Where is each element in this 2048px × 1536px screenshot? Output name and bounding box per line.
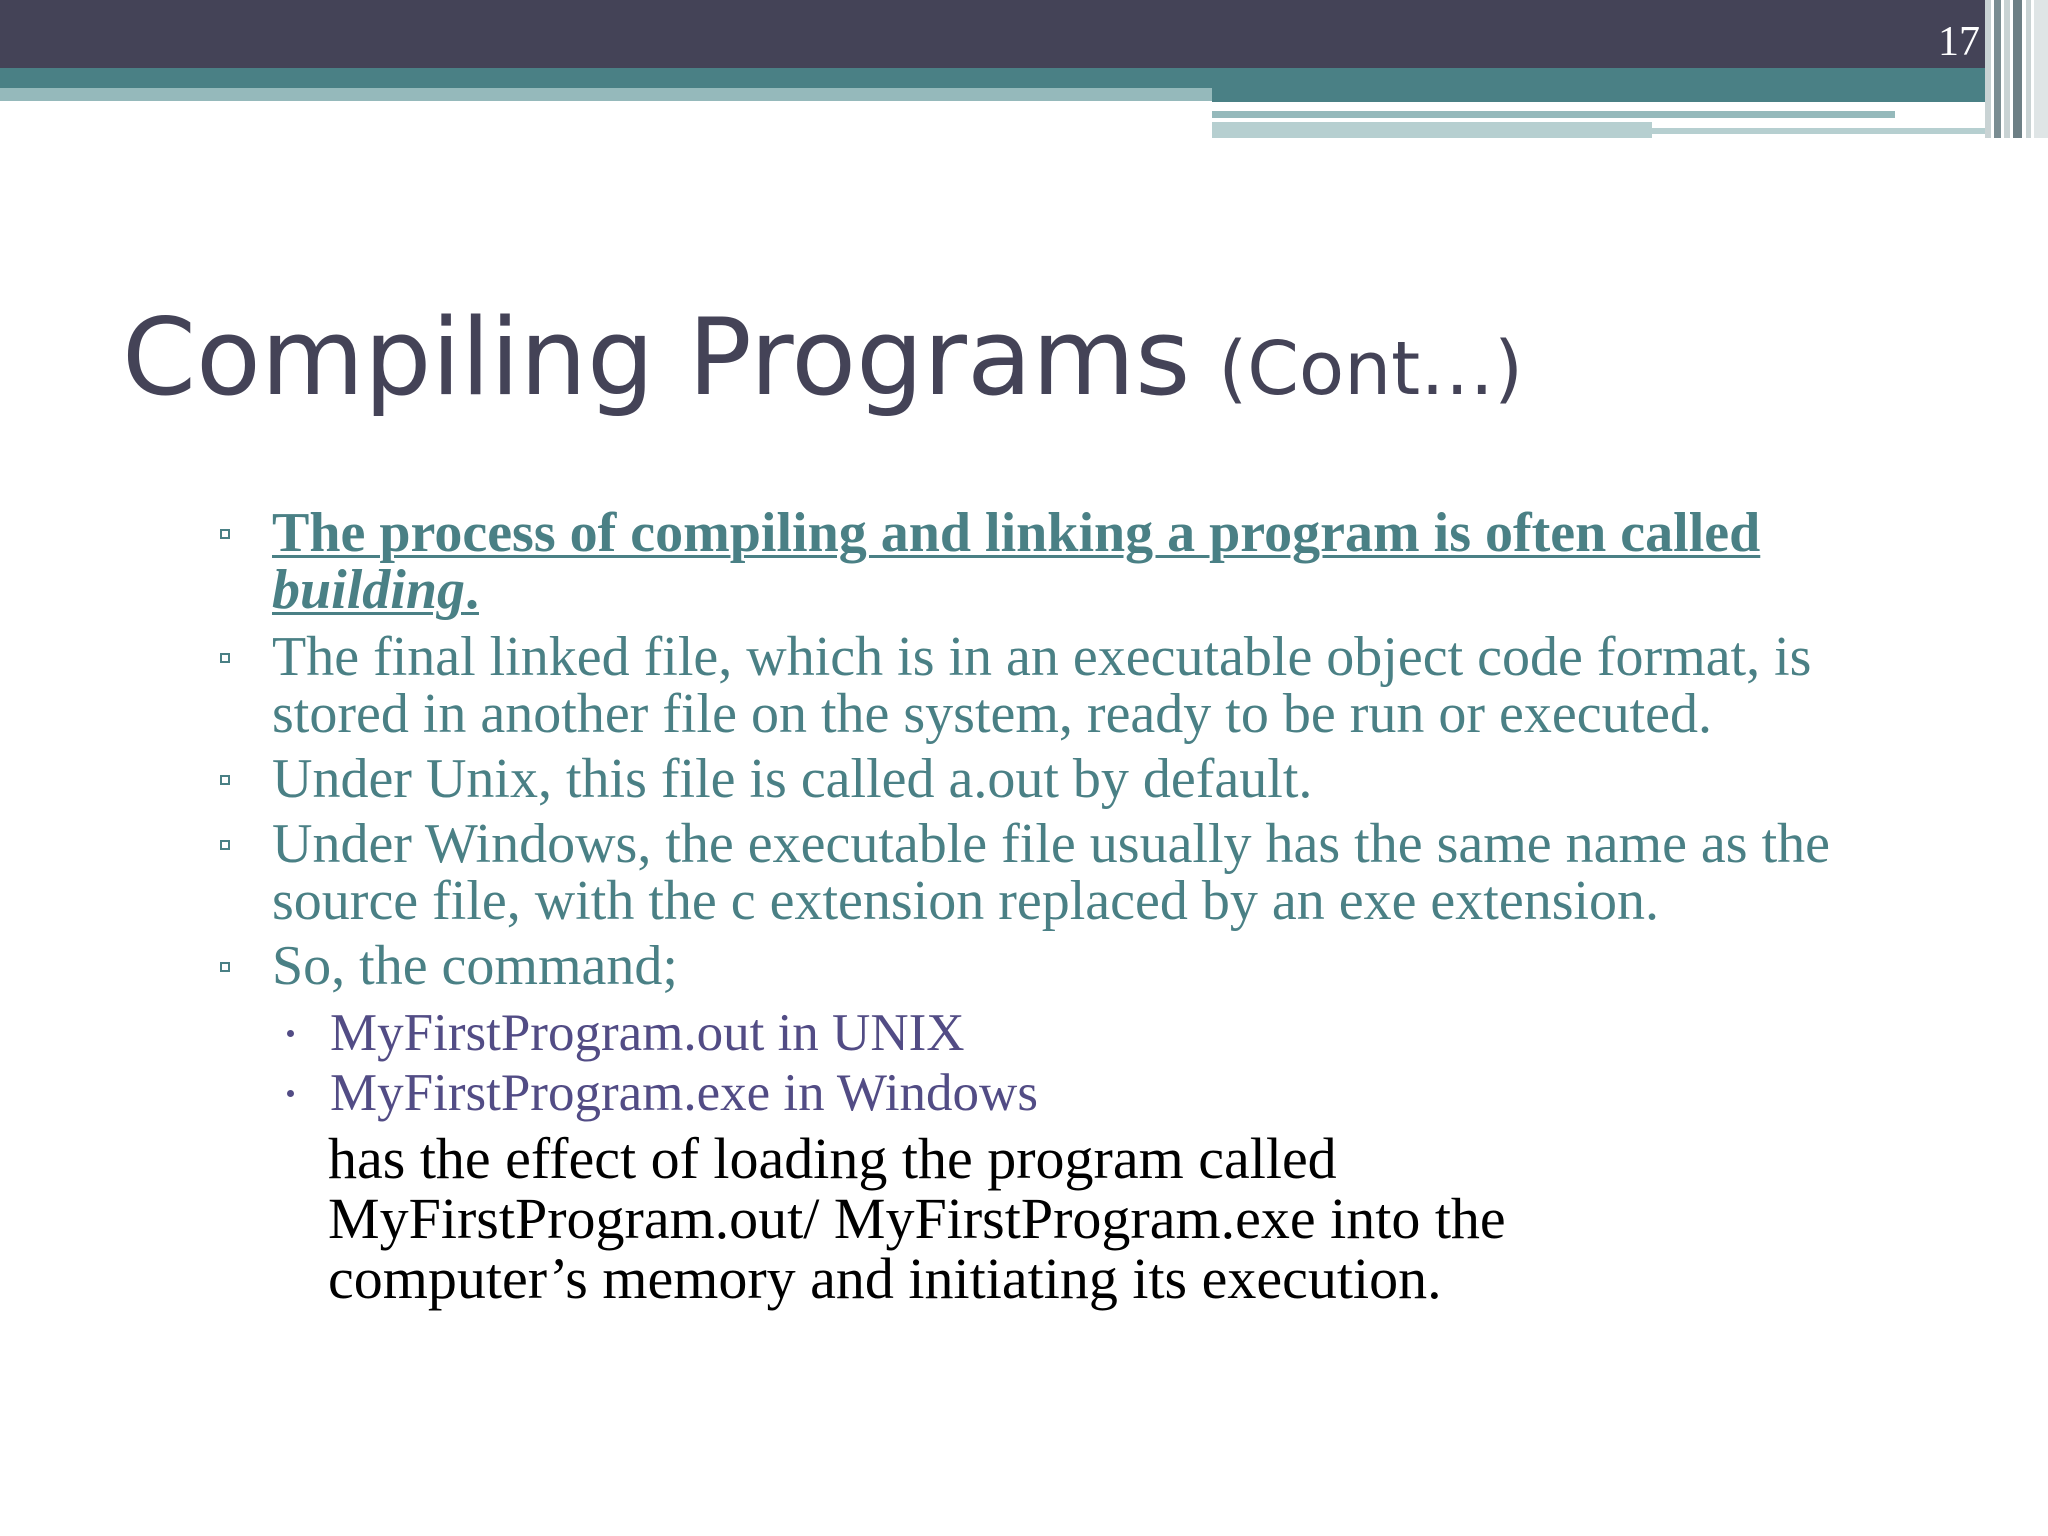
bullet-text: .	[464, 559, 479, 621]
slide-content	[210, 502, 1930, 1311]
slide-title	[122, 296, 1922, 419]
sub-bullet-item	[210, 1003, 1930, 1063]
header-bar-teal-right	[1212, 88, 1985, 102]
bullet-item	[210, 502, 1930, 621]
square-bullet-icon	[220, 840, 230, 850]
bullet-item	[210, 748, 1930, 810]
sub-bullet-text: MyFirstProgram.exe in Windows	[330, 1064, 1038, 1122]
header-accent-line	[1652, 128, 1985, 134]
header-stripe	[1994, 0, 2001, 138]
slide-number: 17	[1938, 19, 1980, 65]
bullet-item	[210, 935, 1930, 997]
square-bullet-icon	[220, 653, 230, 663]
bullet-text: Under Windows, the executable file usually has the same name as the source file, with the c extension replaced by an exe extension.	[272, 813, 1830, 932]
square-bullet-icon	[220, 962, 230, 972]
bullet-item	[210, 813, 1930, 932]
header-stripe	[1985, 0, 1991, 138]
sub-bullet-text: MyFirstProgram.out in UNIX	[330, 1004, 965, 1062]
bullet-text: The final linked file, which is in an executable object code format, is stored in another file on the system, ready to be run or executed.	[272, 626, 1812, 745]
header-stripe	[2013, 0, 2022, 138]
bullet-text-italic: building	[272, 559, 465, 621]
title-suffix: (Cont…)	[1218, 326, 1523, 412]
title-main: Compiling Programs	[122, 296, 1191, 419]
bullet-item	[210, 626, 1930, 745]
sub-bullet-item	[210, 1063, 1930, 1123]
bullet-text: So, the command;	[272, 935, 678, 997]
bullet-text: The process of compiling and linking a program is often called	[272, 502, 1761, 564]
header-accent-line	[1212, 111, 1895, 118]
header-accent-line	[1212, 122, 1652, 138]
dot-bullet-icon	[287, 1030, 294, 1037]
header-stripe	[2004, 0, 2010, 138]
dot-bullet-icon	[287, 1090, 294, 1097]
header-bar-teal	[0, 68, 1985, 88]
header-bar-dark	[0, 0, 1985, 68]
header-stripe	[2026, 0, 2031, 138]
bullet-text: Under Unix, this file is called a.out by default.	[272, 748, 1313, 810]
square-bullet-icon	[220, 775, 230, 785]
header-bar-light	[0, 88, 1212, 101]
header-stripe	[2034, 0, 2048, 138]
note-text: has the effect of loading the program called MyFirstProgram.out/ MyFirstProgram.exe into the computer’s memory and initiating its execution.	[328, 1126, 1506, 1311]
square-bullet-icon	[220, 529, 230, 539]
